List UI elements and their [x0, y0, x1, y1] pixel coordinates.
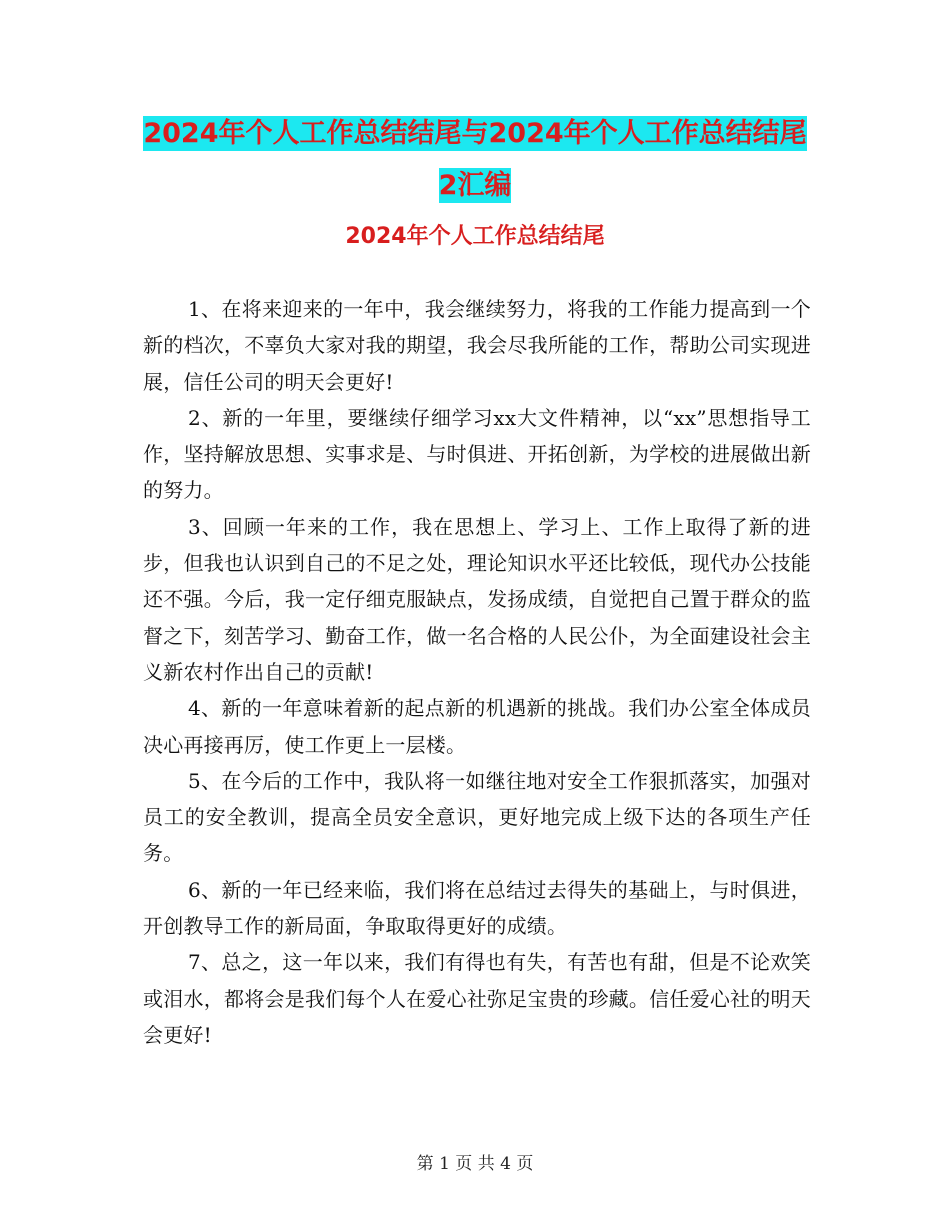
paragraph-7: 7、总之，这一年以来，我们有得也有失，有苦也有甜，但是不论欢笑或泪水，都将会是我们每个人在爱心社弥足宝贵的珍藏。信任爱心社的明天会更好!: [143, 950, 811, 1047]
paragraph-1: 1、在将来迎来的一年中，我会继续努力，将我的工作能力提高到一个新的档次，不辜负大家对我的期望，我会尽我所能的工作，帮助公司实现进展，信任公司的明天会更好!: [143, 297, 811, 394]
section-title: 2024年个人工作总结结尾: [345, 224, 605, 249]
paragraph-4: 4、新的一年意味着新的起点新的机遇新的挑战。我们办公室全体成员决心再接再厉，使工作更上一层楼。: [143, 696, 811, 757]
paragraph-3: 3、回顾一年来的工作，我在思想上、学习上、工作上取得了新的进步，但我也认识到自己的不足之处，理论知识水平还比较低，现代办公技能还不强。今后，我一定仔细克服缺点，发扬成绩，自觉把自己置于群众的监督之下，刻苦学习、勤奋工作，做一名合格的人民公仆，为全面建设社会主义新农村作出自己的贡献!: [143, 514, 811, 684]
document-body: [143, 291, 811, 1053]
paragraph-2: 2、新的一年里，要继续仔细学习xx大文件精神，以“xx”思想指导工作，坚持解放思想、实事求是、与时俱进、开拓创新，为学校的进展做出新的努力。: [143, 405, 811, 503]
paragraph-5: 5、在今后的工作中，我队将一如继往地对安全工作狠抓落实，加强对员工的安全教训，提高全员安全意识，更好地完成上级下达的各项生产任务。: [143, 768, 811, 866]
paragraph-6: 6、新的一年已经来临，我们将在总结过去得失的基础上，与时俱进，开创教导工作的新局面，争取取得更好的成绩。: [143, 877, 811, 939]
document-title-line2: 2汇编: [438, 170, 512, 201]
document-title-line1: 2024年个人工作总结结尾与2024年个人工作总结结尾: [143, 118, 807, 149]
document-title: [0, 108, 950, 212]
page-footer: 第 1 页 共 4 页: [416, 1154, 534, 1174]
